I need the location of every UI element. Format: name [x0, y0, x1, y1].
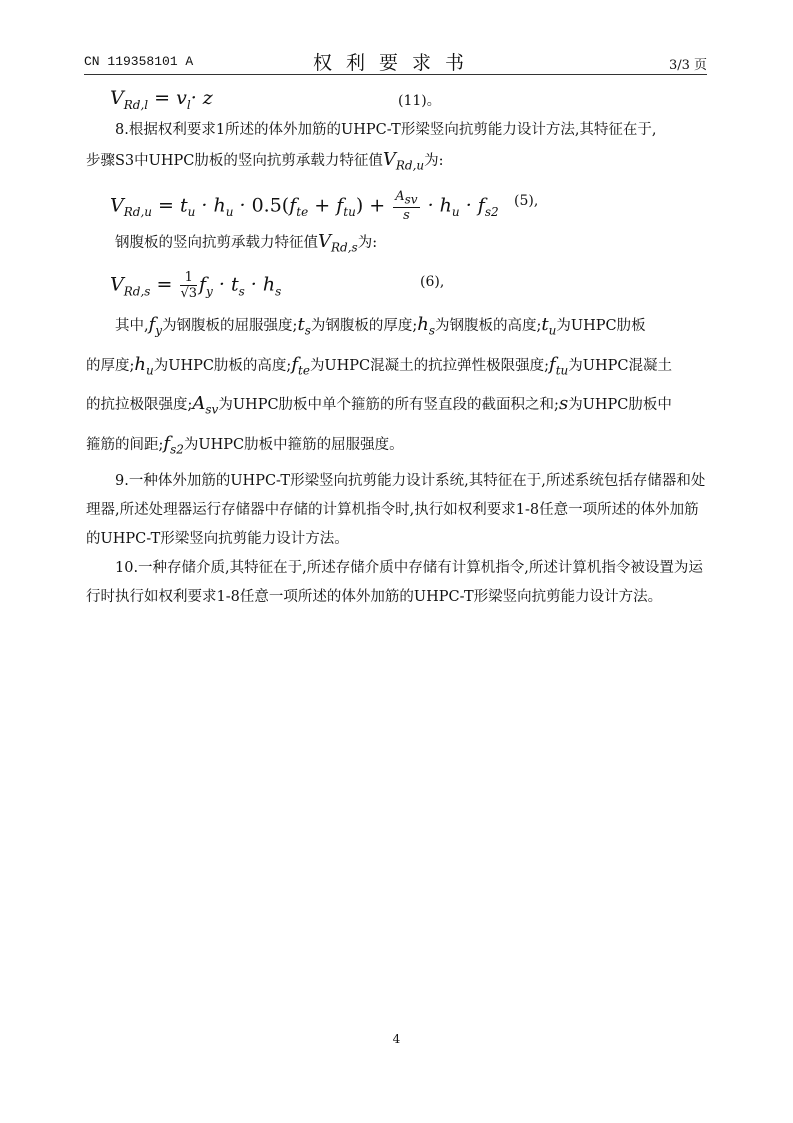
claim-8-definitions-2: 的厚度$;h_u$为UHPC肋板的高度$;f_{te}$为UHPC混凝土的抗拉弹性极限强度$;f_{tu}$为UHPC混凝土: [86, 353, 672, 378]
page-info: 3/3 页: [668, 58, 707, 73]
claim-8-definitions-3: 的抗拉极限强度$;A_{sv}$为UHPC肋板中单个箍筋的所有竖直段的截面积之和;s为UHPC肋板中: [86, 393, 672, 417]
equation-5-tag: (5),: [514, 192, 539, 209]
claim-8-line2: 步骤S3中UHPC肋板的竖向抗剪承载力特征值$V_{Rd,u}$为:: [86, 149, 444, 173]
doc-number: CN 119358101 A: [84, 54, 194, 69]
doc-title: 权利要求书: [312, 52, 478, 74]
equation-11-tag: (11)。: [398, 93, 441, 109]
claim-8-intro: 8.根据权利要求1所述的体外加筋的UHPC-T形梁竖向抗剪能力设计方法,其特征在于,: [115, 122, 657, 138]
claim-8-steel-line: 钢腹板的竖向抗剪承载力特征值$V_{Rd,s}$为:: [115, 230, 378, 255]
page-number: 4: [392, 1032, 401, 1046]
claim-10: 10.一种存储介质,其特征在于,所述存储介质中存储有计算机指令,所述计算机指令被设置为运行时执行如权利要求1-8任意一项所述的体外加筋的UHPC-T形梁竖向抗剪能力设计方法。: [86, 559, 703, 605]
claim-9: 9.一种体外加筋的UHPC-T形梁竖向抗剪能力设计系统,其特征在于,所述系统包括存储器和处理器,所述处理器运行存储器中存储的计算机指令时,执行如权利要求1-8任意一项所述的体外加筋的UHPC-T形梁竖向抗剪能力设计方法。: [86, 472, 706, 547]
claim-8-definitions-1: 其中$,f_y$为钢腹板的屈服强度$;t_s$为钢腹板的厚度$;h_s$为钢腹板的高度$;t_u$为UHPC肋板: [115, 314, 646, 338]
claims-body: [86, 84, 707, 612]
equation-6-tag: (6),: [420, 274, 445, 291]
equation-11: $V_{Rd,l} = v_l\cdot z$ (11)。: [86, 84, 707, 116]
header-rule: [84, 74, 707, 75]
equation-5: $V_{Rd,u} = t_u \cdot h_u \cdot 0.5(f_{te} + f_{tu})$ + $\frac{A_{sv}}{s}$ · $h_u \cdot f_{s2}$ (5),: [110, 188, 539, 224]
claim-8-definitions-4: 箍筋的间距$;f_{s2}$为UHPC肋板中箍筋的屈服强度。: [86, 432, 404, 457]
page-header: [84, 48, 707, 72]
equation-6: $V_{Rd,s}$ = $\frac{1}{√3}$ $f_y \cdot t_s \cdot h_s$ (6),: [110, 270, 445, 302]
